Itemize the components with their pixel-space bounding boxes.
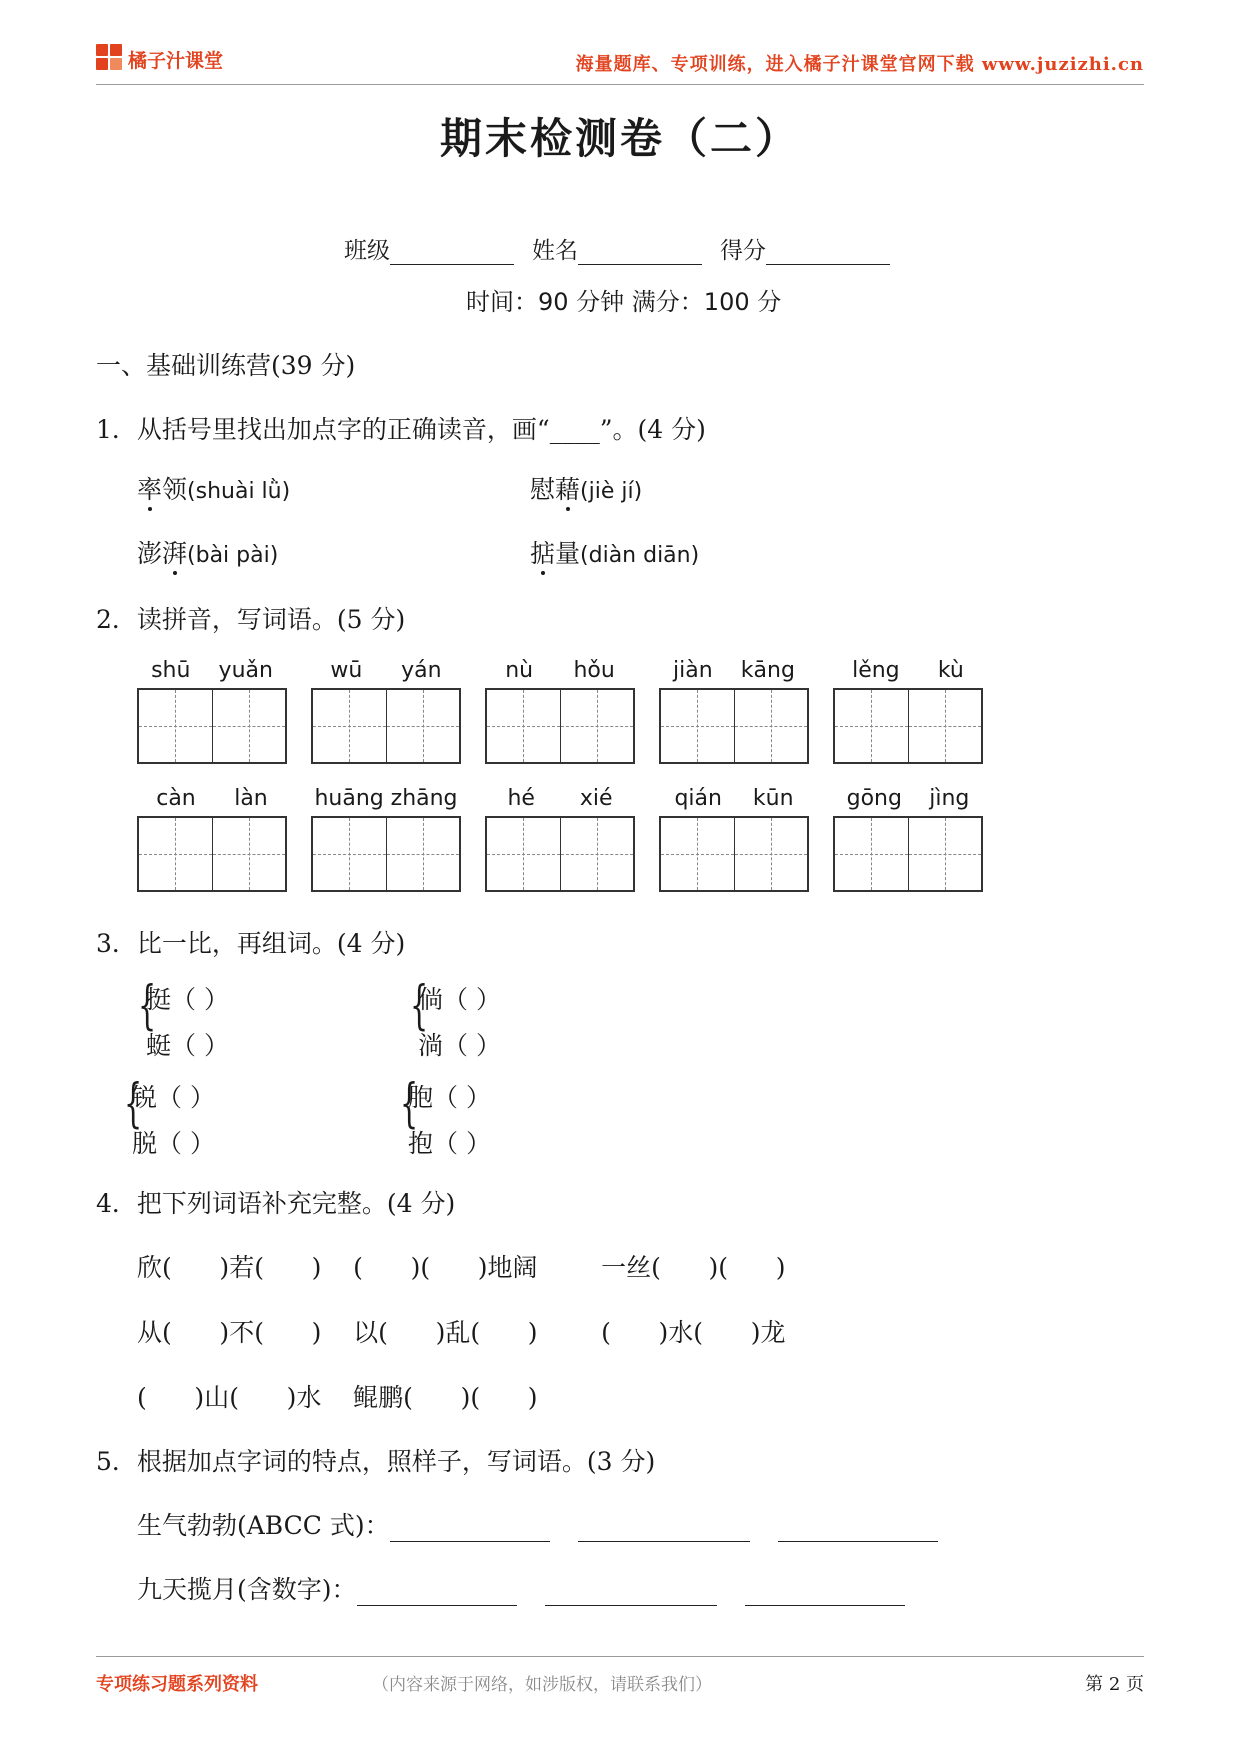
- q5-line: [137, 1570, 933, 1606]
- tianzige-cell[interactable]: [835, 690, 909, 762]
- class-blank[interactable]: [390, 240, 514, 265]
- footer-divider: [96, 1656, 1144, 1657]
- name-label: 姓名: [532, 238, 578, 264]
- pinyin-syllable: làn: [234, 786, 268, 811]
- dotted-char: 掂: [530, 539, 556, 568]
- q3-top[interactable]: 倘（ ）: [418, 985, 501, 1014]
- q1-item: [530, 534, 699, 570]
- dotted-char: 率: [137, 475, 163, 504]
- score-label: 得分: [720, 238, 766, 264]
- tianzige-box[interactable]: [311, 816, 461, 892]
- tianzige-cell[interactable]: [661, 818, 735, 890]
- pinyin-label: [833, 786, 983, 811]
- tianzige-cell[interactable]: [387, 818, 460, 890]
- pinyin-syllable: jìng: [929, 786, 970, 811]
- tianzige-cell[interactable]: [909, 818, 982, 890]
- pinyin-syllable: nù: [505, 658, 534, 683]
- pinyin-syllable: yán: [401, 658, 442, 683]
- pinyin-options[interactable]: (bài pài): [187, 543, 279, 568]
- answer-blank[interactable]: [578, 1515, 750, 1542]
- tianzige-cell[interactable]: [735, 690, 808, 762]
- q1-item: [530, 470, 642, 506]
- pinyin-label: [659, 658, 809, 683]
- q3-top[interactable]: 胞（ ）: [408, 1083, 491, 1112]
- footer-disclaimer: （内容来源于网络，如涉版权，请联系我们）: [372, 1675, 712, 1695]
- dotted-char: 藉: [555, 475, 581, 504]
- brace-icon: {: [410, 976, 429, 1036]
- q1-item: [137, 534, 278, 570]
- tianzige-cell[interactable]: [561, 690, 634, 762]
- q3-stem: 3．比一比，再组词。(4 分): [96, 929, 406, 958]
- q5-line: [137, 1506, 966, 1542]
- tianzige-cell[interactable]: [387, 690, 460, 762]
- pinyin-syllable: jiàn: [673, 658, 713, 683]
- pinyin-syllable: qián: [674, 786, 722, 811]
- tianzige-box[interactable]: [485, 816, 635, 892]
- tianzige-cell[interactable]: [213, 818, 286, 890]
- brace-icon: {: [400, 1074, 419, 1134]
- pinyin-options[interactable]: (jiè jí): [580, 479, 643, 504]
- q2-stem: 2．读拼音，写词语。(5 分): [96, 605, 406, 634]
- tianzige-cell[interactable]: [313, 818, 387, 890]
- q4-line[interactable]: 欣( )若( ) ( )( )地阔 一丝( )( ): [137, 1253, 786, 1282]
- pinyin-label: [485, 658, 635, 683]
- pinyin-syllable: zhāng: [390, 786, 458, 811]
- score-field: [720, 232, 890, 265]
- class-label: 班级: [344, 238, 390, 264]
- tianzige-cell[interactable]: [909, 690, 982, 762]
- q5-label: 九天揽月(含数字)：: [137, 1575, 357, 1604]
- pinyin-syllable: càn: [156, 786, 196, 811]
- q1-item: [137, 470, 290, 506]
- q3-bottom[interactable]: 蜓（ ）: [146, 1031, 229, 1060]
- tianzige-cell[interactable]: [487, 818, 561, 890]
- q3-bottom[interactable]: 抱（ ）: [408, 1129, 491, 1158]
- brace-icon: {: [138, 976, 157, 1036]
- answer-blank[interactable]: [545, 1579, 717, 1606]
- char: 慰: [530, 475, 556, 504]
- tianzige-cell[interactable]: [835, 818, 909, 890]
- q1-stem: 1．从括号里找出加点字的正确读音，画“____”。(4 分): [96, 415, 706, 444]
- pinyin-label: [485, 786, 635, 811]
- tianzige-cell[interactable]: [139, 690, 213, 762]
- q5-label: 生气勃勃(ABCC 式)：: [137, 1511, 390, 1540]
- pinyin-syllable: wū: [330, 658, 363, 683]
- tianzige-box[interactable]: [659, 816, 809, 892]
- tianzige-box[interactable]: [659, 688, 809, 764]
- tianzige-box[interactable]: [137, 816, 287, 892]
- pinyin-label: [137, 786, 287, 811]
- tianzige-box[interactable]: [137, 688, 287, 764]
- pinyin-syllable: gōng: [846, 786, 902, 811]
- pinyin-syllable: lěng: [852, 658, 900, 683]
- tianzige-cell[interactable]: [735, 818, 808, 890]
- q5-stem: 5．根据加点字词的特点，照样子，写词语。(3 分): [96, 1447, 656, 1476]
- q4-line[interactable]: ( )山( )水 鲲鹏( )( ): [137, 1383, 538, 1412]
- q3-top[interactable]: 锐（ ）: [132, 1083, 215, 1112]
- pinyin-label: [311, 658, 461, 683]
- header-slogan: 海量题库、专项训练，进入橘子汁课堂官网下载 www.juzizhi.cn: [575, 54, 1144, 75]
- tianzige-box[interactable]: [311, 688, 461, 764]
- footer-series: 专项练习题系列资料: [96, 1674, 258, 1695]
- tianzige-cell[interactable]: [139, 818, 213, 890]
- header-divider: [96, 84, 1144, 85]
- pinyin-syllable: shū: [151, 658, 191, 683]
- pinyin-options[interactable]: (shuài lǜ): [187, 479, 291, 504]
- pinyin-syllable: yuǎn: [218, 658, 273, 683]
- tianzige-cell[interactable]: [487, 690, 561, 762]
- answer-blank[interactable]: [745, 1579, 905, 1606]
- pinyin-syllable: huāng: [314, 786, 384, 811]
- name-field: [532, 232, 702, 265]
- page-title: 期末检测卷（二）: [439, 114, 800, 163]
- class-field: [344, 232, 514, 265]
- score-blank[interactable]: [766, 240, 890, 265]
- brace-icon: {: [124, 1074, 143, 1134]
- page-number: 第 2 页: [1085, 1674, 1144, 1695]
- char: 量: [555, 539, 581, 568]
- tianzige-box[interactable]: [833, 816, 983, 892]
- char: 澎: [137, 539, 163, 568]
- tianzige-cell[interactable]: [561, 818, 634, 890]
- dotted-char: 湃: [162, 539, 188, 568]
- pinyin-syllable: hé: [507, 786, 535, 811]
- answer-blank[interactable]: [390, 1515, 550, 1542]
- pinyin-label: [311, 786, 461, 811]
- char: 领: [162, 475, 188, 504]
- answer-blank[interactable]: [357, 1579, 517, 1606]
- tianzige-box[interactable]: [833, 688, 983, 764]
- brand-name: 橘子汁课堂: [128, 50, 224, 72]
- tianzige-cell[interactable]: [661, 690, 735, 762]
- section-heading: 一、基础训练营(39 分): [96, 351, 356, 380]
- q3-bottom[interactable]: 脱（ ）: [132, 1129, 215, 1158]
- q4-stem: 4．把下列词语补充完整。(4 分): [96, 1189, 456, 1218]
- q3-bottom[interactable]: 淌（ ）: [418, 1031, 501, 1060]
- pinyin-syllable: kūn: [752, 786, 794, 811]
- pinyin-label: [137, 658, 287, 683]
- pinyin-syllable: xié: [579, 786, 613, 811]
- brand-logo-icon: [96, 44, 124, 72]
- q4-line[interactable]: 从( )不( ) 以( )乱( ) ( )水( )龙: [137, 1318, 786, 1347]
- q3-top[interactable]: 挺（ ）: [146, 985, 229, 1014]
- pinyin-options[interactable]: (diàn diān): [580, 543, 700, 568]
- answer-blank[interactable]: [778, 1515, 938, 1542]
- tianzige-cell[interactable]: [313, 690, 387, 762]
- pinyin-syllable: kāng: [740, 658, 795, 683]
- tianzige-box[interactable]: [485, 688, 635, 764]
- time-score-info: 时间：90 分钟 满分：100 分: [466, 288, 782, 316]
- name-blank[interactable]: [578, 240, 702, 265]
- pinyin-syllable: hǒu: [573, 658, 615, 683]
- tianzige-cell[interactable]: [213, 690, 286, 762]
- pinyin-label: [833, 658, 983, 683]
- pinyin-syllable: kù: [937, 658, 964, 683]
- pinyin-label: [659, 786, 809, 811]
